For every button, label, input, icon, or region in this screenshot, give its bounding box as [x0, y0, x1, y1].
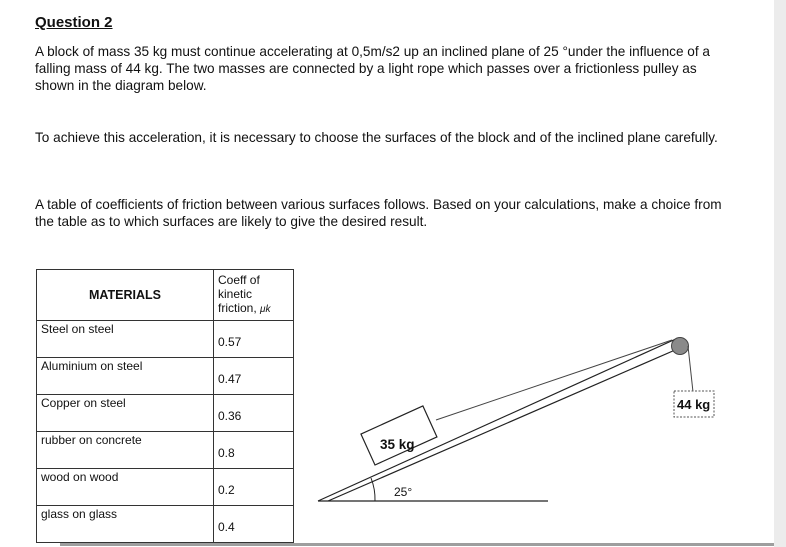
incline-rope	[436, 340, 672, 420]
incline-top-edge	[318, 338, 678, 501]
mu-k-symbol: μk	[260, 304, 271, 315]
coefficient-cell: 0.36	[214, 395, 294, 432]
material-cell: rubber on concrete	[37, 432, 214, 469]
material-cell: Copper on steel	[37, 395, 214, 432]
angle-label: 25°	[394, 485, 413, 499]
page-edge-strip	[774, 0, 786, 547]
table-header-row	[37, 270, 294, 321]
problem-paragraph-2: To achieve this acceleration, it is necessary to choose the surfaces of the block and of the inclined plane carefully.	[35, 130, 718, 145]
table-row	[37, 358, 294, 395]
hanging-mass-label: 44 kg	[677, 397, 711, 412]
material-cell: Steel on steel	[37, 321, 214, 358]
block-35kg	[361, 406, 437, 465]
material-cell: Aluminium on steel	[37, 358, 214, 395]
incline-pulley-diagram	[300, 320, 730, 510]
coefficient-cell: 0.8	[214, 432, 294, 469]
pulley-icon	[672, 338, 689, 355]
table-row	[37, 395, 294, 432]
problem-paragraph-1: A block of mass 35 kg must continue accelerating at 0,5m/s2 up an inclined plane of 25 °under the influence of a falling mass of 44 kg. The two masses are connected by a light rope which passes over a frictionless pulley as shown in the diagram below.	[35, 44, 710, 93]
table-row	[37, 506, 294, 543]
incline-bottom-edge	[328, 347, 682, 501]
coefficient-cell: 0.47	[214, 358, 294, 395]
friction-table	[36, 269, 294, 543]
coefficient-header-text: Coeff of kinetic friction,	[218, 273, 260, 315]
materials-header: MATERIALS	[37, 270, 214, 321]
coefficient-cell: 0.4	[214, 506, 294, 543]
material-cell: glass on glass	[37, 506, 214, 543]
coefficient-header	[214, 270, 294, 321]
page-bottom-border	[60, 543, 774, 546]
hanging-rope	[688, 346, 693, 392]
material-cell: wood on wood	[37, 469, 214, 506]
table-row	[37, 432, 294, 469]
question-heading: Question 2	[35, 14, 113, 31]
coefficient-cell: 0.2	[214, 469, 294, 506]
problem-paragraph-3: A table of coefficients of friction between various surfaces follows. Based on your calculations, make a choice from the table as to which surfaces are likely to give the desired result.	[35, 197, 722, 229]
block-label: 35 kg	[380, 437, 415, 452]
table-row	[37, 469, 294, 506]
coefficient-cell: 0.57	[214, 321, 294, 358]
table-row	[37, 321, 294, 358]
